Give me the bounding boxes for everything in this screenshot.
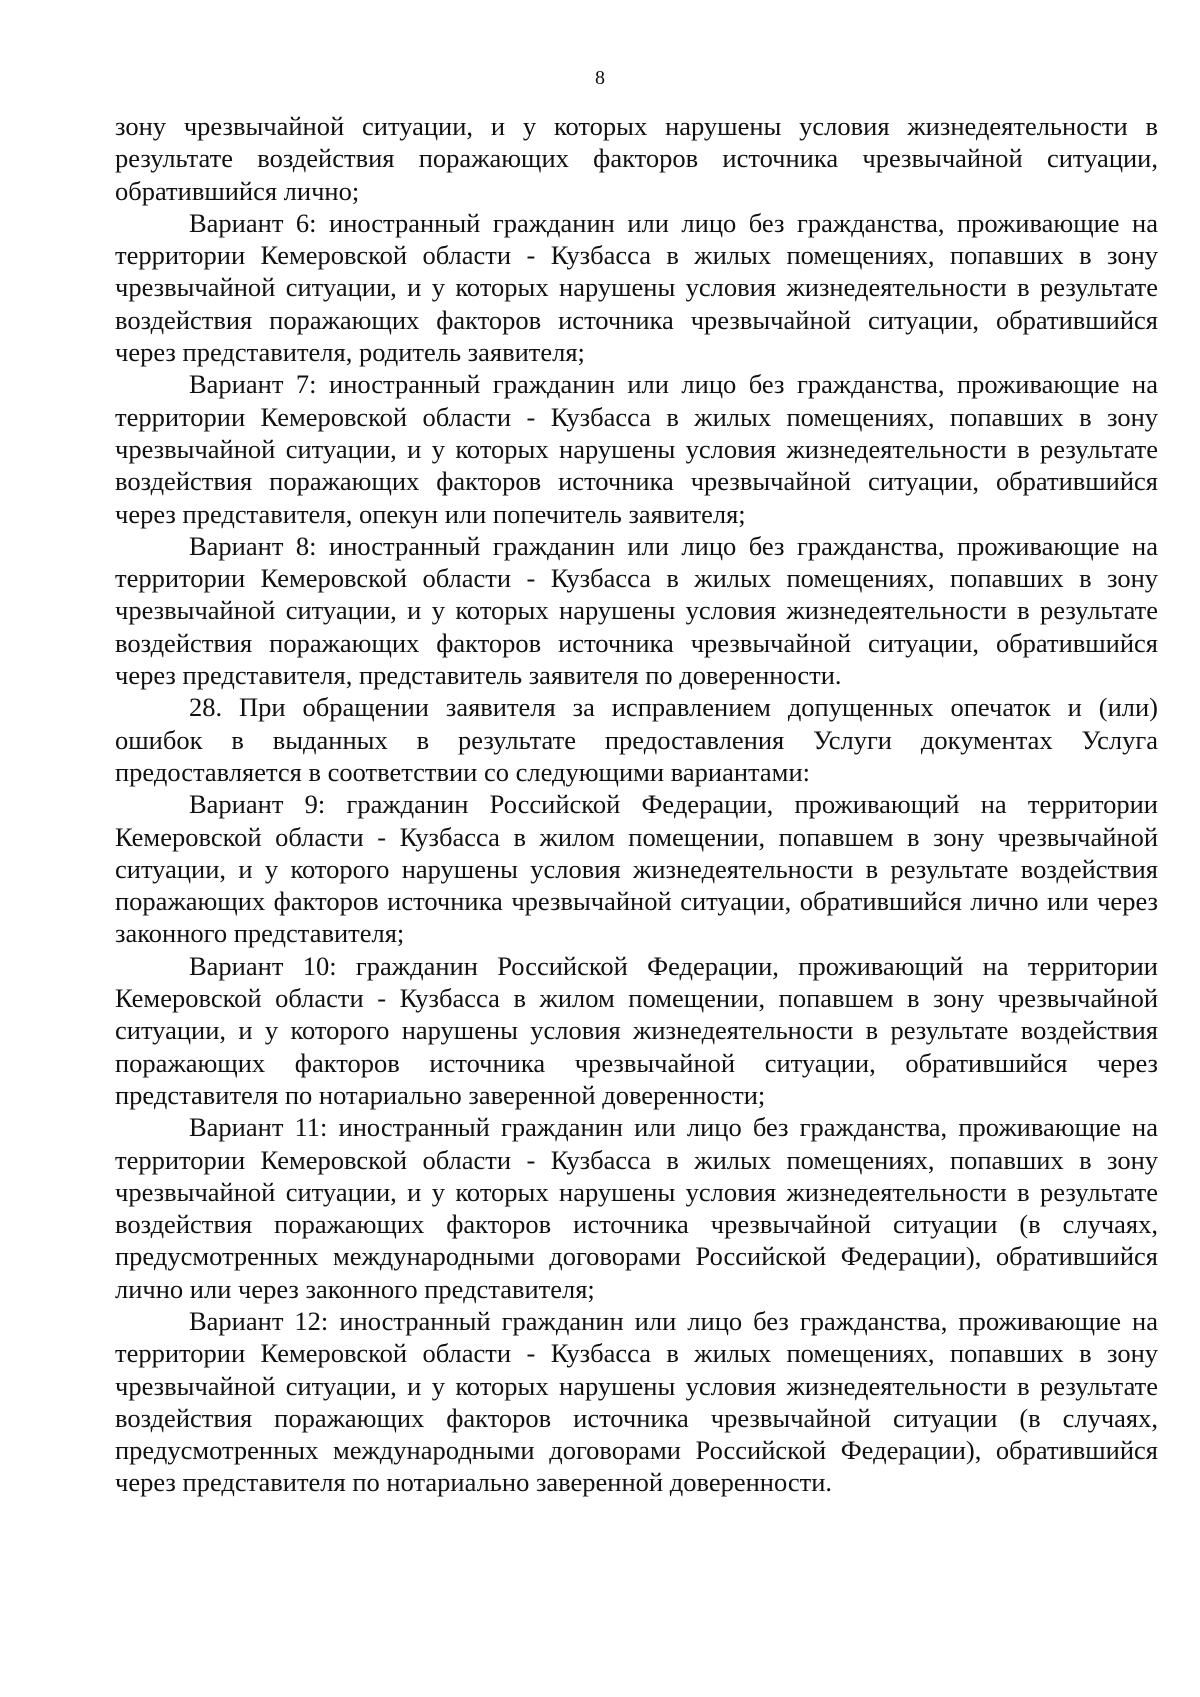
paragraph-variant-11: Вариант 11: иностранный гражданин или лицо без гражданства, проживающие на территории Кемеровской области - Кузбасса в жилых помещениях, попавших в зону чрезвычайной ситуации, и у которых нарушены условия жизнедеятельности в результате воздействия поражающих факторов источника чрезвычайной ситуации (в случаях, предусмотренных международными договорами Российской Федерации), обратившийся лично или через законного представителя; xyxy=(115,1112,1158,1304)
paragraph-variant-7: Вариант 7: иностранный гражданин или лицо без гражданства, проживающие на территории Кемеровской области - Кузбасса в жилых помещениях, попавших в зону чрезвычайной ситуации, и у которых нарушены условия жизнедеятельности в результате воздействия поражающих факторов источника чрезвычайной ситуации, обратившийся через представителя, опекун или попечитель заявителя; xyxy=(115,369,1158,529)
document-body xyxy=(115,110,1158,1499)
page-number: 8 xyxy=(595,67,605,89)
paragraph-clause-28: 28. При обращении заявителя за исправлением допущенных опечаток и (или) ошибок в выданных в результате предоставления Услуги документах Услуга предоставляется в соответствии со следующими вариантами: xyxy=(115,692,1158,787)
paragraph-variant-12: Вариант 12: иностранный гражданин или лицо без гражданства, проживающие на территории Кемеровской области - Кузбасса в жилых помещениях, попавших в зону чрезвычайной ситуации, и у которых нарушены условия жизнедеятельности в результате воздействия поражающих факторов источника чрезвычайной ситуации (в случаях, предусмотренных международными договорами Российской Федерации), обратившийся через представителя по нотариально заверенной доверенности. xyxy=(115,1305,1158,1498)
paragraph-variant-9: Вариант 9: гражданин Российской Федерации, проживающий на территории Кемеровской области - Кузбасса в жилом помещении, попавшем в зону чрезвычайной ситуации, и у которого нарушены условия жизнедеятельности в результате воздействия поражающих факторов источника чрезвычайной ситуации, обратившийся лично или через законного представителя; xyxy=(115,789,1158,949)
paragraph-variant-10: Вариант 10: гражданин Российской Федерации, проживающий на территории Кемеровской области - Кузбасса в жилом помещении, попавшем в зону чрезвычайной ситуации, и у которого нарушены условия жизнедеятельности в результате воздействия поражающих факторов источника чрезвычайной ситуации, обратившийся через представителя по нотариально заверенной доверенности; xyxy=(115,950,1158,1110)
paragraph-variant-8: Вариант 8: иностранный гражданин или лицо без гражданства, проживающие на территории Кемеровской области - Кузбасса в жилых помещениях, попавших в зону чрезвычайной ситуации, и у которых нарушены условия жизнедеятельности в результате воздействия поражающих факторов источника чрезвычайной ситуации, обратившийся через представителя, представитель заявителя по доверенности. xyxy=(115,530,1158,691)
paragraph-continuation: зону чрезвычайной ситуации, и у которых нарушены условия жизнедеятельности в результате воздействия поражающих факторов источника чрезвычайной ситуации, обратившийся лично; xyxy=(115,111,1158,206)
paragraph-variant-6: Вариант 6: иностранный гражданин или лицо без гражданства, проживающие на территории Кемеровской области - Кузбасса в жилых помещениях, попавших в зону чрезвычайной ситуации, и у которых нарушены условия жизнедеятельности в результате воздействия поражающих факторов источника чрезвычайной ситуации, обратившийся через представителя, родитель заявителя; xyxy=(115,207,1158,368)
